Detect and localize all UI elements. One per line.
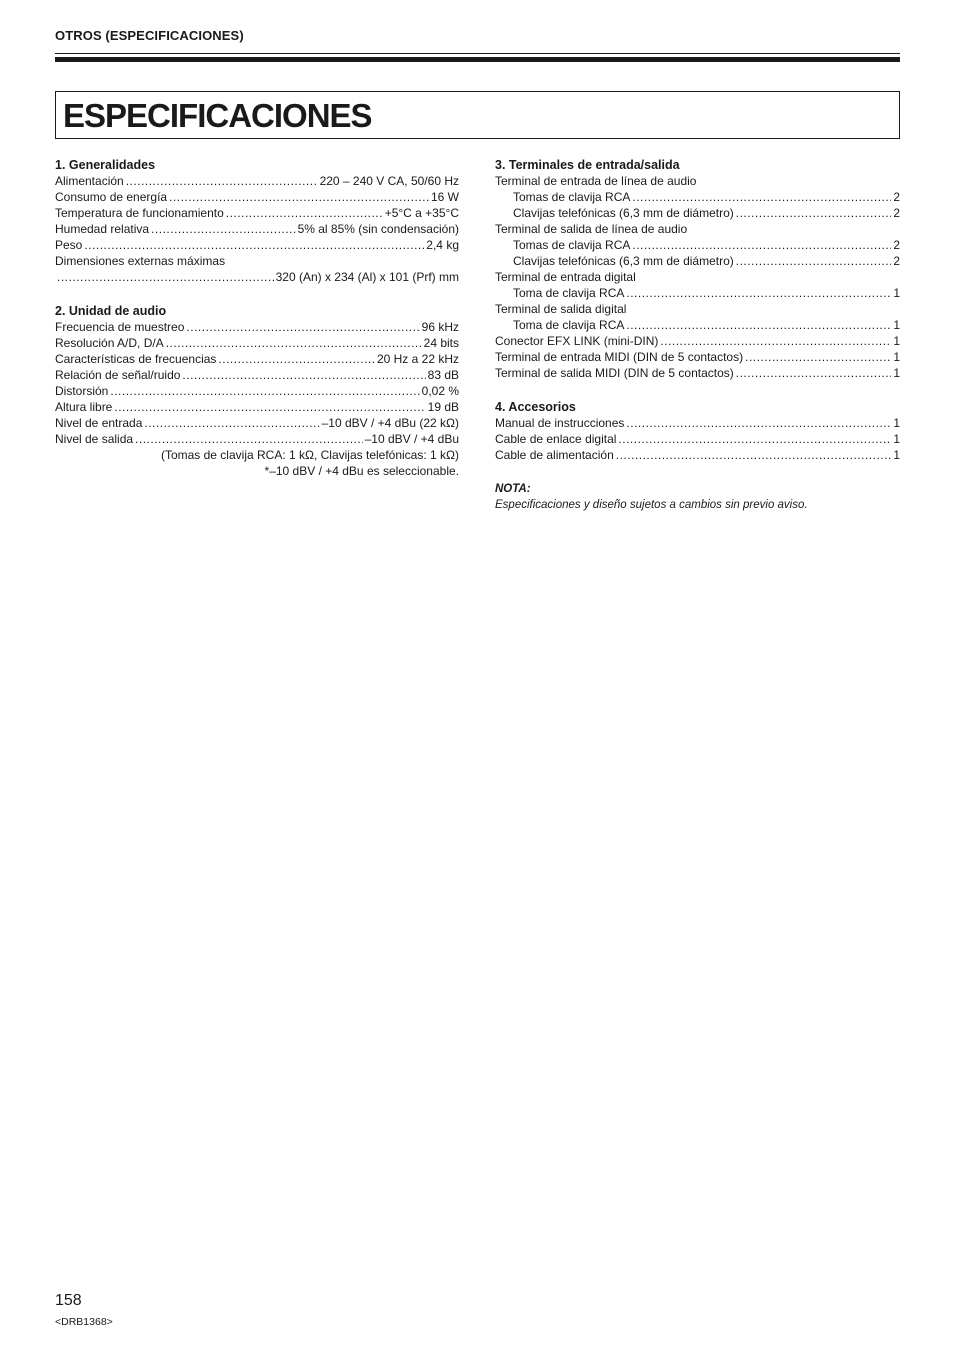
dimensions-label: Dimensiones externas máximas: [55, 254, 226, 268]
spec-row: [495, 349, 900, 365]
spec-label: Nivel de entrada: [55, 416, 143, 430]
spec-label: Resolución A/D, D/A: [55, 336, 164, 350]
left-column: [55, 157, 459, 479]
spec-label: Terminal de entrada MIDI (DIN de 5 contactos): [495, 350, 744, 364]
page-number: 158: [55, 1292, 82, 1309]
spec-row: [55, 431, 459, 447]
dimensions-value: 320 (An) x 234 (Al) x 101 (Prf) mm: [275, 270, 459, 284]
spec-label: Cable de enlace digital: [495, 432, 617, 446]
dimensions-row: [55, 269, 459, 285]
spec-row: [495, 285, 900, 301]
spec-value: 2: [893, 206, 900, 220]
spec-label: Distorsión: [55, 384, 109, 398]
spec-value: 2: [893, 254, 900, 268]
spec-row: [55, 205, 459, 221]
right-column: [495, 157, 900, 513]
section-header: OTROS (ESPECIFICACIONES): [55, 28, 244, 43]
spec-value: +5°C a +35°C: [384, 206, 459, 220]
spec-value: –10 dBV / +4 dBu (22 kΩ): [321, 416, 459, 430]
spec-value: 19 dB: [427, 400, 459, 414]
spec-value: 1: [893, 286, 900, 300]
spec-label: Alimentación: [55, 174, 124, 188]
spec-label: Conector EFX LINK (mini-DIN): [495, 334, 659, 348]
spec-value: 83 dB: [427, 368, 459, 382]
page-title: ESPECIFICACIONES: [63, 97, 372, 134]
spec-row: [55, 189, 459, 205]
spec-label: Terminal de salida MIDI (DIN de 5 contactos): [495, 366, 734, 380]
spec-value: 1: [893, 350, 900, 364]
spec-row: [55, 415, 459, 431]
spec-label: Relación de señal/ruido: [55, 368, 181, 382]
spec-row: [495, 205, 900, 221]
note-heading: NOTA:: [495, 483, 531, 495]
output-impedance-note: (Tomas de clavija RCA: 1 kΩ, Clavijas telefónicas: 1 kΩ): [160, 448, 459, 462]
spec-label: Nivel de salida: [55, 432, 134, 446]
note-text: Especificaciones y diseño sujetos a cambios sin previo aviso.: [495, 499, 808, 511]
spec-value: 2: [893, 238, 900, 252]
general-heading: 1. Generalidades: [55, 158, 156, 172]
spec-label: Tomas de clavija RCA: [513, 238, 631, 252]
spec-value: 0,02 %: [421, 384, 459, 398]
terminal-group-label: Terminal de entrada de línea de audio: [495, 174, 697, 188]
spec-label: Consumo de energía: [55, 190, 168, 204]
header-rule-thick: [55, 57, 900, 62]
spec-value: 1: [893, 334, 900, 348]
spec-value: 24 bits: [423, 336, 459, 350]
spec-row: [55, 237, 459, 253]
spec-value: 220 – 240 V CA, 50/60 Hz: [319, 174, 459, 188]
spec-row: [495, 253, 900, 269]
spec-label: Toma de clavija RCA: [513, 318, 625, 332]
spec-label: Temperatura de funcionamiento: [55, 206, 224, 220]
spec-row: [495, 333, 900, 349]
spec-label: Altura libre: [55, 400, 113, 414]
spec-label: Toma de clavija RCA: [513, 286, 625, 300]
spec-row: [55, 335, 459, 351]
spec-label: Características de frecuencias: [55, 352, 217, 366]
spec-value: 5% al 85% (sin condensación): [297, 222, 459, 236]
spec-row: [55, 221, 459, 237]
spec-value: 1: [893, 432, 900, 446]
spec-label: Frecuencia de muestreo: [55, 320, 185, 334]
spec-row: [495, 365, 900, 381]
terminal-group-label: Terminal de entrada digital: [495, 270, 636, 284]
spec-label: Manual de instrucciones: [495, 416, 625, 430]
spec-row: [55, 367, 459, 383]
spec-label: Peso: [55, 238, 83, 252]
spec-row: [495, 189, 900, 205]
terminals-heading: 3. Terminales de entrada/salida: [495, 158, 680, 172]
spec-row: [495, 431, 900, 447]
spec-row: [55, 399, 459, 415]
spec-row: [495, 447, 900, 463]
spec-label: Cable de alimentación: [495, 448, 614, 462]
spec-value: 1: [893, 448, 900, 462]
spec-label: Clavijas telefónicas (6,3 mm de diámetro): [513, 254, 734, 268]
terminal-group-label: Terminal de salida de línea de audio: [495, 222, 688, 236]
spec-value: 1: [893, 366, 900, 380]
spec-row: [495, 415, 900, 431]
spec-value: 20 Hz a 22 kHz: [376, 352, 459, 366]
terminal-group-label: Terminal de salida digital: [495, 302, 627, 316]
accessories-heading: 4. Accesorios: [495, 400, 576, 414]
spec-value: 1: [893, 416, 900, 430]
output-selectable-note: *–10 dBV / +4 dBu es seleccionable.: [264, 464, 459, 478]
spec-value: 2,4 kg: [426, 238, 459, 252]
spec-value: –10 dBV / +4 dBu: [364, 432, 459, 446]
spec-label: Clavijas telefónicas (6,3 mm de diámetro): [513, 206, 734, 220]
spec-value: 96 kHz: [421, 320, 459, 334]
spec-row: [55, 383, 459, 399]
spec-row: [495, 237, 900, 253]
spec-value: 1: [893, 318, 900, 332]
spec-row: [495, 317, 900, 333]
spec-label: Tomas de clavija RCA: [513, 190, 631, 204]
document-code: <DRB1368>: [55, 1316, 113, 1328]
spec-row: [55, 351, 459, 367]
audio-heading: 2. Unidad de audio: [55, 304, 167, 318]
spec-row: [55, 319, 459, 335]
spec-value: 2: [893, 190, 900, 204]
header-rule-thin: [55, 53, 900, 54]
spec-row: [55, 173, 459, 189]
spec-label: Humedad relativa: [55, 222, 150, 236]
page-title-box: [55, 91, 900, 139]
spec-value: 16 W: [430, 190, 459, 204]
